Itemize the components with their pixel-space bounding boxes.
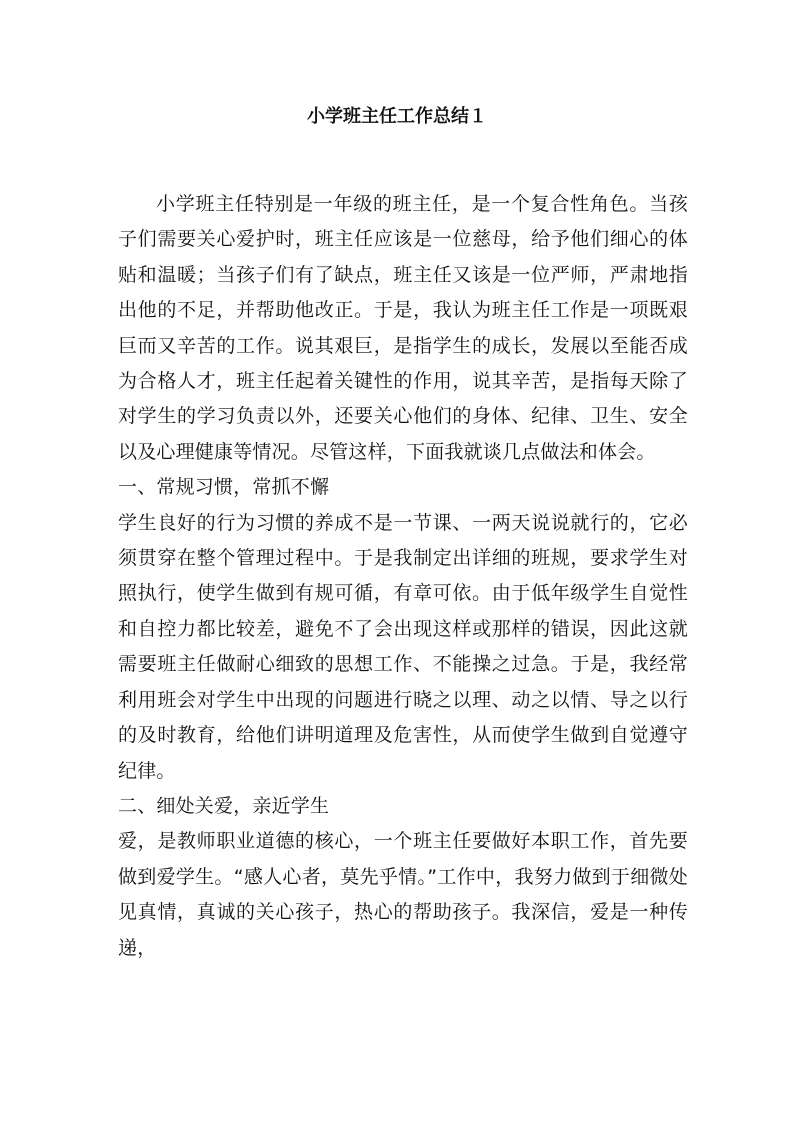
section-paragraph-1: 学生良好的行为习惯的养成不是一节课、一两天说说就行的，它必须贯穿在整个管理过程中。于是我制定出详细的班规，要求学生对照执行，使学生做到有规可循，有章可依。由于低年级学生自觉性和自控力都比较差，避免不了会出现这样或那样的错误，因此这就需要班主任做耐心细致的思想工作、不能操之过急。于是，我经常利用班会对学生中出现的问题进行晓之以理、动之以情、导之以行的及时教育，给他们讲明道理及危害性，从而使学生做到自觉遵守纪律。 (118, 511, 688, 782)
document-body (118, 187, 688, 966)
section-heading-1: 一、常规习惯，常抓不懈 (118, 476, 330, 499)
section-paragraph-2: 爱，是教师职业道德的核心，一个班主任要做好本职工作，首先要做到爱学生。“感人心者，莫先乎情。”工作中，我努力做到于细微处见真情，真诚的关心孩子，热心的帮助孩子。我深信，爱是一种传递， (118, 830, 688, 959)
document-title: 小学班主任工作总结１ (307, 106, 487, 127)
section-heading-2: 二、细处关爱，亲近学生 (118, 794, 330, 817)
intro-paragraph: 小学班主任特别是一年级的班主任，是一个复合性角色。当孩子们需要关心爱护时，班主任应该是一位慈母，给予他们细心的体贴和温暖；当孩子们有了缺点，班主任又该是一位严师，严肃地指出他的不足，并帮助他改正。于是，我认为班主任工作是一项既艰巨而又辛苦的工作。说其艰巨，是指学生的成长，发展以至能否成为合格人才，班主任起着关键性的作用，说其辛苦，是指每天除了对学生的学习负责以外，还要关心他们的身体、纪律、卫生、安全以及心理健康等情况。尽管这样，下面我就谈几点做法和体会。 (118, 193, 688, 463)
